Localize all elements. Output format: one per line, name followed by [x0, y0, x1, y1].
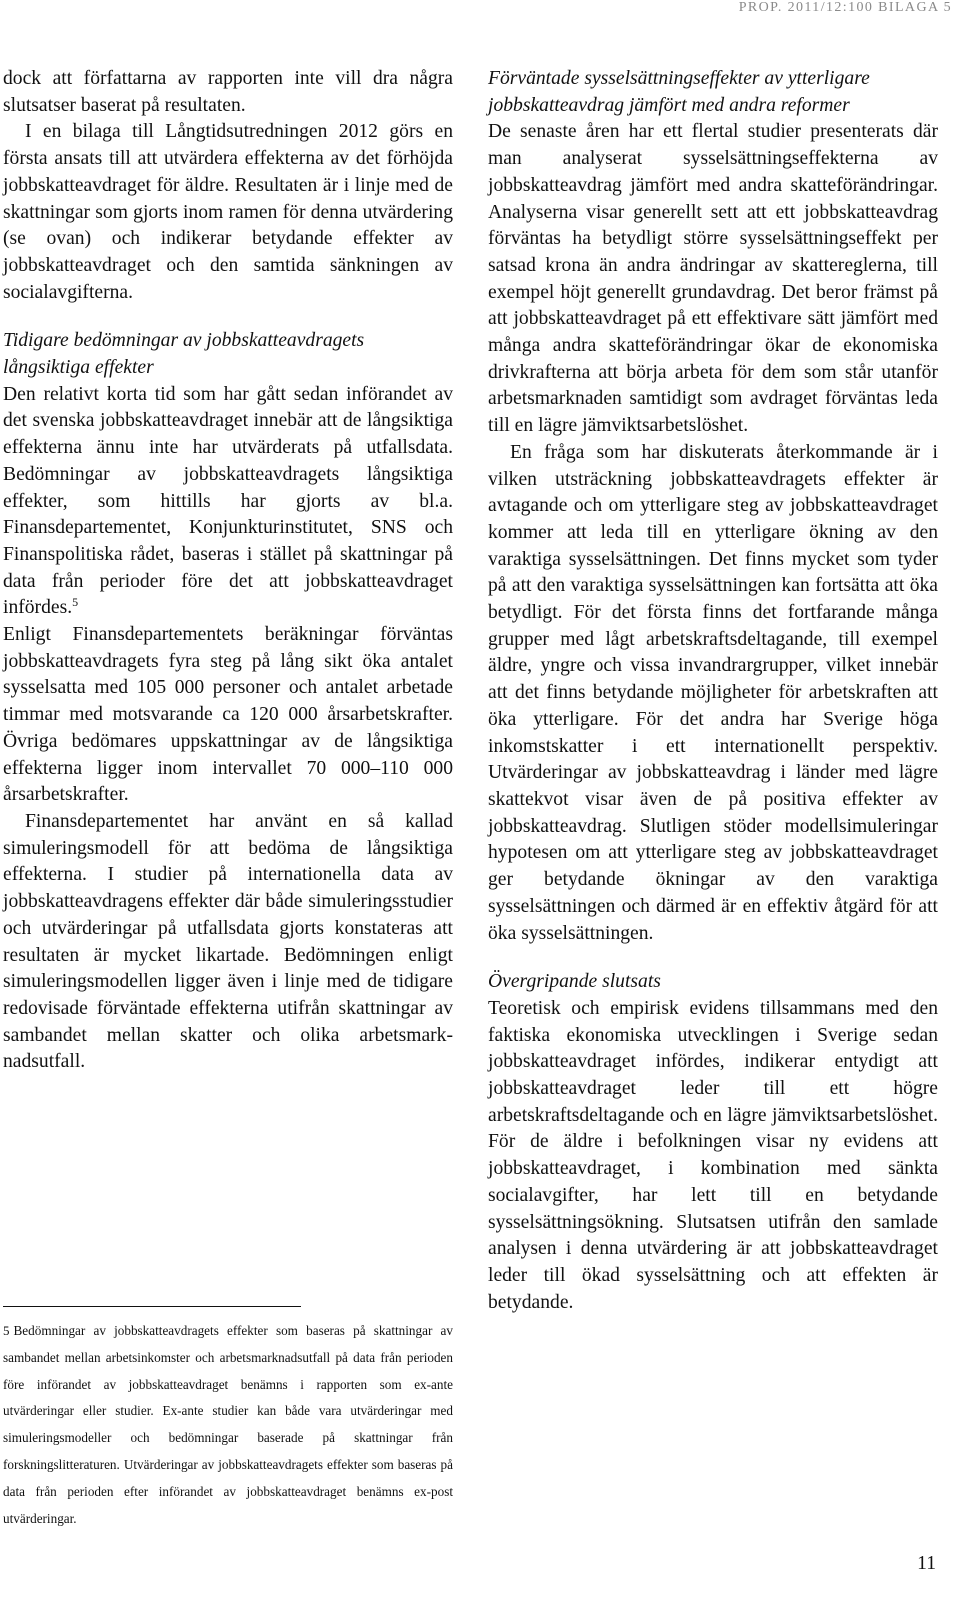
paragraph: Enligt Finansdepartementets beräkningar förväntas jobbskatteavdragets fyra steg på lång sikt öka antalet sysselsatta med 105 000 personer och antalet arbetade timmar med motsvarande ca 120 000 årsarbetskrafter. Övriga bedömares uppskattningar av de långsiktiga effekterna ligger inom intervallet 70 000–110 000 årsarbetskrafter. — [3, 624, 453, 806]
paragraph: Finansdepartementet har använt en så kallad simuleringsmodell för att bedöma de långsiktiga effekterna. I studier på internationella data av jobbskatteavdragens effekter där både simuleringsstudier och utvärderingar på utfallsdata gjorts konstateras att resultaten är mycket likartade. Bedömningen enligt simuleringsmodellen ligger även i linje med de tidigare redovisade förväntade effekterna utifrån skattningar av sambandet mellan skatter och olika arbetsmarknadsutfall. — [3, 810, 453, 1073]
paragraph — [3, 382, 453, 622]
left-column — [3, 66, 453, 1076]
footnote-text: Bedömningar av jobbskatteavdragets effekter som baseras på skattningar av sambandet mellan arbetsinkomster och arbetsmarknadsutfall på data från perioden före införandet av jobbskatteavdraget benämns i rapporten som ex-ante utvärderingar eller studier. Ex-ante studier kan både vara utvärderingar med simuleringsmodeller och bedömningar baserade på skattningar från forskningslitteraturen. Utvärderingar av jobbskatteavdragets effekter som baseras på data från perioden efter införandet av jobbskatteavdraget benämns ex-post utvärderingar. — [3, 1323, 453, 1526]
section-heading: Förväntade sysselsättningseffekter av ytterligare jobbskatteavdrag jämfört med andra reformer — [488, 68, 870, 116]
running-head: PROP. 2011/12:100 BILAGA 5 — [738, 0, 952, 15]
footnote — [3, 1318, 453, 1532]
paragraph: Teoretisk och empirisk evidens tillsammans med den faktiska ekonomiska utvecklingen i Sverige sedan jobbskatteavdraget infördes, indikerar entydigt att jobbskatteavdraget leder till ett högre arbetskraftsdeltagande och en lägre jämviktsarbetslöshet. För de äldre i befolkningen visar ny evidens att jobbskatteavdraget, i kombination med sänkta socialavgifter, har lett till en betydande sysselsättningsökning. Slutsatsen utifrån den samlade analysen i denna utvärdering är att jobbskatteavdraget leder till ökad sysselsättning och att effekten är betydande. — [488, 997, 938, 1313]
right-column — [488, 66, 938, 1316]
paragraph: En fråga som har diskuterats återkommande är i vilken utsträckning jobbskatteavdragets effekter är avtagande och om ytterligare steg av jobbskatteavdraget kommer att leda till en ytterligare ökning av den varaktiga sysselsättningen. Det finns mycket som tyder på att den varaktiga sysselsättningen kan fortsätta att öka betydligt. För det första finns det fortfarande många grupper med lågt arbetskraftsdeltagande, till exempel äldre, yngre och vissa invandrargrupper, vilket innebär att det finns betydande möjligheter för arbetskraften att öka ytterligare. För det andra har Sverige höga inkomstskatter i ett internationellt perspektiv. Utvärderingar av jobbskatteavdrag i länder med lägre skattekvot visar även de på positiva effekter av jobbskatteavdrag. Slutligen stöder modellsimuleringar hypotesen om att ytterligare steg av jobbskatteavdraget ger betydande ökningar av den varaktiga sysselsättningen och därmed är en effektiv åtgärd för att öka sysselsättningen. — [488, 441, 938, 944]
page-number: 11 — [917, 1553, 936, 1574]
paragraph: dock att författarna av rapporten inte vill dra några slutsatser baserat på resultaten. — [3, 68, 453, 116]
section-heading: Övergripande slutsats — [488, 971, 661, 993]
footnote-reference[interactable]: 5 — [72, 595, 79, 610]
footnote-divider — [3, 1306, 301, 1307]
section-heading: Tidigare bedömningar av jobbskatteavdragets långsiktiga effekter — [3, 330, 365, 379]
paragraph-text: Den relativt korta tid som har gått sedan införandet av det svenska jobbskatteavdraget innebär att de långsiktiga effekterna ännu inte har utvärderats på utfallsdata. Bedömningar av jobbskatteavdragets långsiktiga effekter, som hittills har gjorts av bl.a. Finansdepartementet, Konjunkturinstitutet, SNS och Finanspolitiska rådet, baseras i stället på skattningar på data från perioder före det att jobbskatteavdraget infördes. — [3, 383, 453, 619]
paragraph: I en bilaga till Långtidsutredningen 2012 görs en första ansats till att utvärdera effekterna av det förhöjda jobbskatteavdraget för äldre. Resultaten är i linje med de skattningar som gjorts inom ramen för denna utvärdering (se ovan) och indikerar betydande effekter av jobbskatteavdraget och den samtida sänkningen av socialavgifterna. — [3, 121, 453, 303]
footnote-marker: 5 — [3, 1323, 10, 1338]
paragraph: De senaste åren har ett flertal studier presenterats där man analyserat sysselsättningseffekterna av jobbskatteavdrag jämfört med andra skatteförändringar. Analyserna visar generellt sett att ett jobbskatteavdrag förväntas ha betydligt större sysselsättningseffekt per satsad krona än andra ändringar av skattereglerna, till exempel höjt generellt grundavdrag. Det beror främst på att jobbskatteavdraget på ett effektivare sätt jämfört med många andra skatteförändringar ökar de ekonomiska drivkrafterna att börja arbeta för dem som står utanför arbetsmarknaden samtidigt som avdraget förväntas leda till en lägre jämviktsarbetslöshet. — [488, 121, 938, 437]
